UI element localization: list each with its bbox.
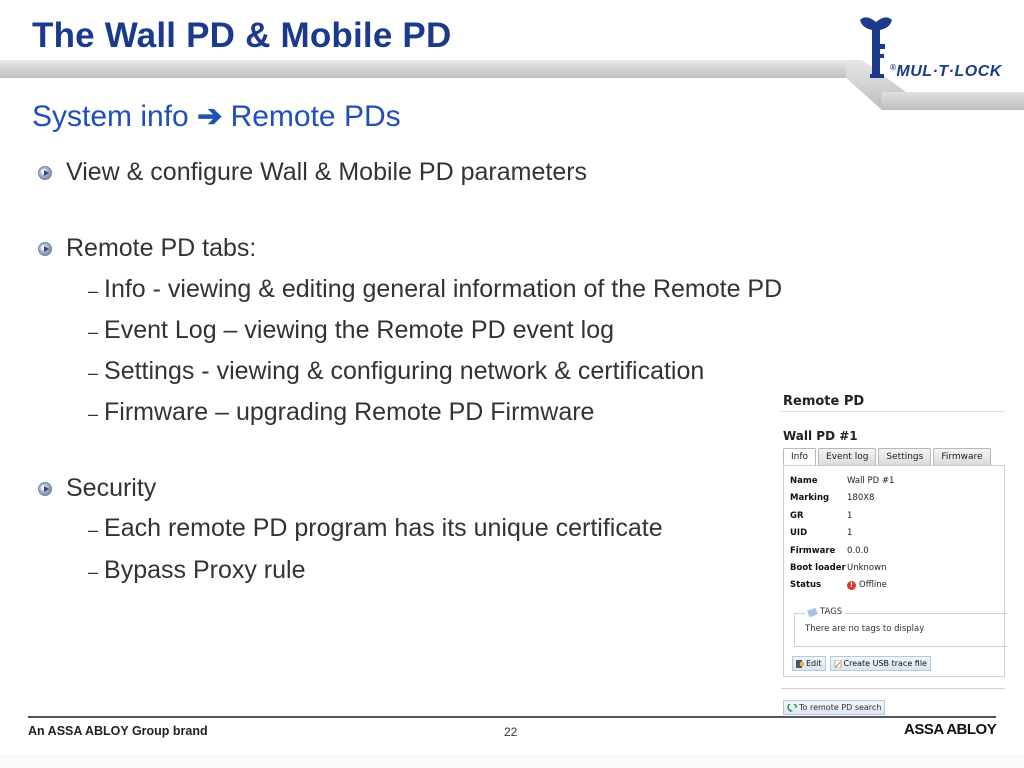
sub-bullet-item: – Firmware – upgrading Remote PD Firmware <box>88 398 595 426</box>
remote-pd-panel <box>781 392 1005 714</box>
info-row-status: Status ! Offline <box>790 580 887 590</box>
usb-trace-icon <box>834 660 842 668</box>
bullet-item: Remote PD tabs: <box>38 234 256 263</box>
arrow-right-icon: ➔ <box>197 100 223 133</box>
tags-label: TAGS <box>805 607 845 617</box>
tag-icon <box>807 607 818 617</box>
panel-title: Remote PD <box>783 394 865 409</box>
info-tab-content <box>783 465 1005 677</box>
sub-bullet-item: – Info - viewing & editing general information of the Remote PD <box>88 275 783 303</box>
footer-bottom-strip <box>0 754 1024 768</box>
bullet-icon <box>38 482 52 496</box>
panel-actions <box>792 656 935 671</box>
page-number: 22 <box>504 725 518 739</box>
bullet-icon <box>38 242 52 256</box>
slide-title: The Wall PD & Mobile PD <box>32 16 452 55</box>
pd-name-heading: Wall PD #1 <box>783 429 858 443</box>
info-row-name: Name Wall PD #1 <box>790 476 895 486</box>
to-remote-pd-search-button[interactable]: To remote PD search <box>783 700 885 715</box>
tags-empty-message: There are no tags to display <box>805 624 925 634</box>
offline-icon: ! <box>847 581 856 590</box>
panel-bottom-divider <box>781 688 1005 689</box>
bullet-item: Security <box>38 474 156 503</box>
back-arrow-icon <box>787 704 797 712</box>
tab-firmware[interactable]: Firmware <box>933 448 990 466</box>
logo-text: ®MUL·T·LOCK <box>890 63 1002 80</box>
info-row-boot-loader: Boot loader Unknown <box>790 563 887 573</box>
sub-bullet-item: – Each remote PD program has its unique certificate <box>88 514 663 542</box>
sub-bullet-item: – Settings - viewing & configuring network & certification <box>88 357 705 385</box>
multlock-logo <box>852 14 1022 86</box>
bullet-icon <box>38 166 52 180</box>
assa-abloy-logo: ASSA ABLOY <box>904 721 997 738</box>
edit-icon <box>796 660 804 668</box>
edit-button[interactable]: Edit <box>792 656 826 671</box>
title-underline-bar <box>0 60 862 78</box>
bullet-item: View & configure Wall & Mobile PD parameters <box>38 158 587 187</box>
tab-event-log[interactable]: Event log <box>818 448 876 466</box>
title-bar-tail <box>882 92 1024 110</box>
status-value: Offline <box>859 580 887 590</box>
info-row-firmware: Firmware 0.0.0 <box>790 546 869 556</box>
info-row-uid: UID 1 <box>790 528 853 538</box>
pd-tabs <box>783 448 993 466</box>
create-usb-trace-button[interactable]: Create USB trace file <box>830 656 931 671</box>
info-row-marking: Marking 180X8 <box>790 493 875 503</box>
slide-subtitle: System info ➔ Remote PDs <box>32 100 401 133</box>
footer-brand: An ASSA ABLOY Group brand <box>28 724 208 738</box>
panel-divider <box>781 411 1005 412</box>
tab-settings[interactable]: Settings <box>878 448 931 466</box>
sub-bullet-item: – Bypass Proxy rule <box>88 556 306 584</box>
tab-info[interactable]: Info <box>783 448 816 466</box>
info-row-gr: GR 1 <box>790 511 853 521</box>
tags-fieldset <box>794 607 1007 647</box>
sub-bullet-item: – Event Log – viewing the Remote PD event log <box>88 316 615 344</box>
footer-divider <box>28 716 996 718</box>
